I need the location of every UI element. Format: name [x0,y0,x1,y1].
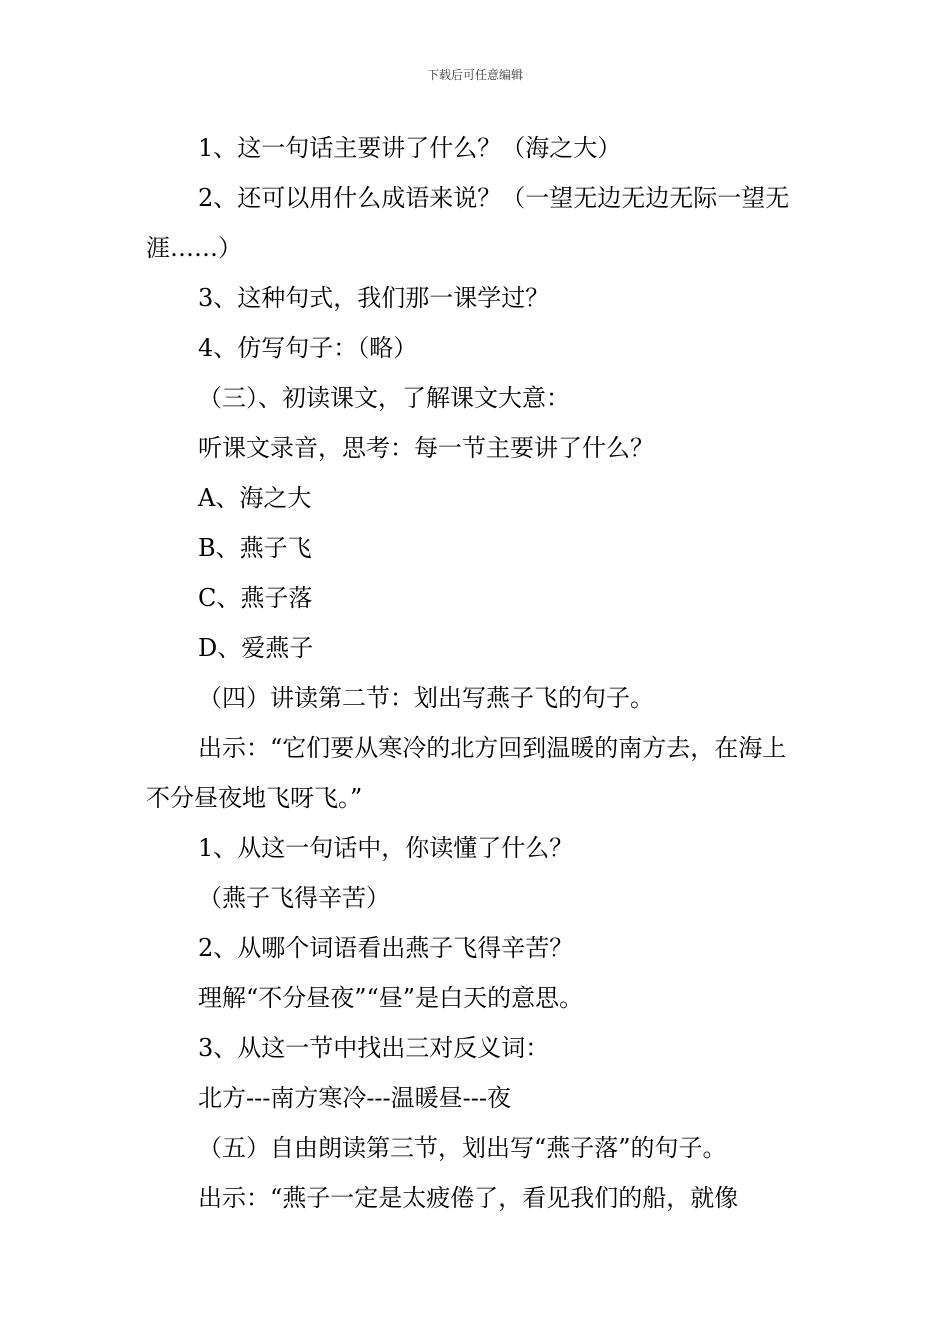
paragraph: 听课文录音，思考：每一节主要讲了什么？ [198,434,654,462]
paragraph: （三）、初读课文，了解课文大意： [198,384,570,412]
paragraph: 出示：“燕子一定是太疲倦了，看见我们的船，就像 [198,1184,739,1212]
paragraph: 北方---南方寒冷---温暖昼---夜 [198,1084,511,1112]
paragraph: （五）自由朗读第三节，划出写“燕子落”的句子。 [198,1134,727,1162]
paragraph: 2、还可以用什么成语来说？（一望无边无边无际一望无涯……） [146,184,790,262]
paragraph: 理解“不分昼夜”“昼”是白天的意思。 [198,984,584,1012]
paragraph: D、爱燕子 [198,634,314,662]
paragraph: 出示：“它们要从寒冷的北方回到温暖的南方去，在海上不分昼夜地飞呀飞。” [146,734,787,812]
paragraph: B、燕子飞 [198,534,312,562]
paragraph: C、燕子落 [198,584,313,612]
paragraph: 2、从哪个词语看出燕子飞得辛苦？ [198,934,574,962]
paragraph: 1、这一句话主要讲了什么？（海之大） [198,134,622,162]
paragraph: 1、从这一句话中，你读懂了什么？ [198,834,574,862]
paragraph: 4、仿写句子：（略） [198,334,418,362]
document-body [146,123,806,1223]
paragraph: 3、这种句式，我们那一课学过？ [198,284,550,312]
paragraph: 3、从这一节中找出三对反义词： [198,1034,550,1062]
paragraph: （四）讲读第二节：划出写燕子飞的句子。 [198,684,654,712]
paragraph: （燕子飞得辛苦） [198,884,390,912]
paragraph: A、海之大 [198,484,312,512]
page-header: 下载后可任意编辑 [426,68,523,82]
